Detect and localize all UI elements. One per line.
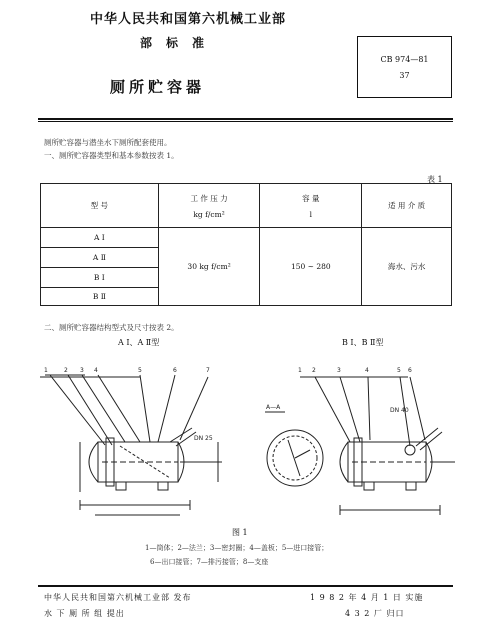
- table-row: B Ⅰ: [41, 268, 159, 288]
- part-number: 5: [138, 367, 142, 374]
- footer-rule: [38, 585, 453, 587]
- part-number: 3: [337, 367, 341, 374]
- part-number: 2: [64, 367, 68, 374]
- part-number: 4: [94, 367, 98, 374]
- section-2-text: 二、厕所贮容器结构型式及尺寸按表 2。: [44, 323, 179, 332]
- header-rule-thin: [38, 121, 453, 122]
- pressure-value: 30 kg f/cm²: [158, 228, 260, 306]
- header-volume-unit: l: [309, 209, 313, 219]
- table-row: B Ⅱ: [41, 288, 159, 306]
- footer-effective-date: 1 9 8 2 年 4 月 1 日 实施: [310, 593, 424, 602]
- dimension-label: DN 40: [390, 407, 409, 414]
- table-row: A Ⅱ: [41, 248, 159, 268]
- drawing-type-b: [240, 350, 465, 520]
- header-rule: [38, 118, 453, 120]
- header-type: 型 号: [41, 184, 159, 228]
- page-number: 37: [399, 71, 410, 80]
- org-header: 中华人民共和国第六机械工业部: [89, 12, 286, 27]
- intro-line-2: 一、厕所贮容器类型和基本参数按表 1。: [44, 151, 179, 160]
- header-volume: [260, 184, 362, 228]
- figure-label-right: B Ⅰ、B Ⅱ型: [342, 338, 384, 347]
- part-number: 1: [298, 367, 302, 374]
- standard-code: CB 974—81: [380, 55, 429, 64]
- table-number: 表 1: [427, 175, 443, 184]
- header-volume-label: 容 量: [302, 193, 320, 203]
- volume-value: 150 ~ 280: [260, 228, 362, 306]
- figure-number: 图 1: [232, 528, 248, 537]
- footer-publisher: 中华人民共和国第六机械工业部 发布: [44, 593, 192, 602]
- footer-submitter: 水 下 厕 所 组 提出: [44, 609, 125, 618]
- footer-factory: 4 3 2 厂 归口: [345, 609, 405, 618]
- drawing-type-a: [30, 350, 230, 520]
- figure-caption-line-1: 1—筒体；2—法兰；3—密封圈；4—盖板；5—进口接管；: [145, 544, 329, 552]
- part-number: 1: [44, 367, 48, 374]
- spec-table: [40, 183, 452, 306]
- part-number: 7: [206, 367, 210, 374]
- figure-caption-line-2: 6—出口接管；7—排污接管；8—支座: [150, 558, 269, 566]
- part-number: 6: [408, 367, 412, 374]
- header-medium: 适 用 介 质: [362, 184, 452, 228]
- section-view-label: A—A: [266, 404, 281, 411]
- header-pressure-unit: kg f/cm²: [193, 209, 225, 219]
- document-title: 厕所贮容器: [110, 78, 206, 96]
- intro-line-1: 厕所贮容器与潜坐水下厕所配套使用。: [44, 138, 172, 147]
- standard-code-box: [357, 36, 452, 98]
- part-number: 3: [80, 367, 84, 374]
- part-number: 4: [365, 367, 369, 374]
- part-number: 6: [173, 367, 177, 374]
- table-row: A Ⅰ: [41, 228, 159, 248]
- header-pressure-label: 工 作 压 力: [190, 193, 228, 203]
- standard-type: 部标准: [140, 36, 219, 50]
- medium-value: 海水、污水: [362, 228, 452, 306]
- header-pressure: [158, 184, 260, 228]
- part-number: 2: [312, 367, 316, 374]
- figure-label-left: A Ⅰ、A Ⅱ型: [118, 338, 160, 347]
- dimension-label: DN 25: [194, 435, 213, 442]
- part-number: 5: [397, 367, 401, 374]
